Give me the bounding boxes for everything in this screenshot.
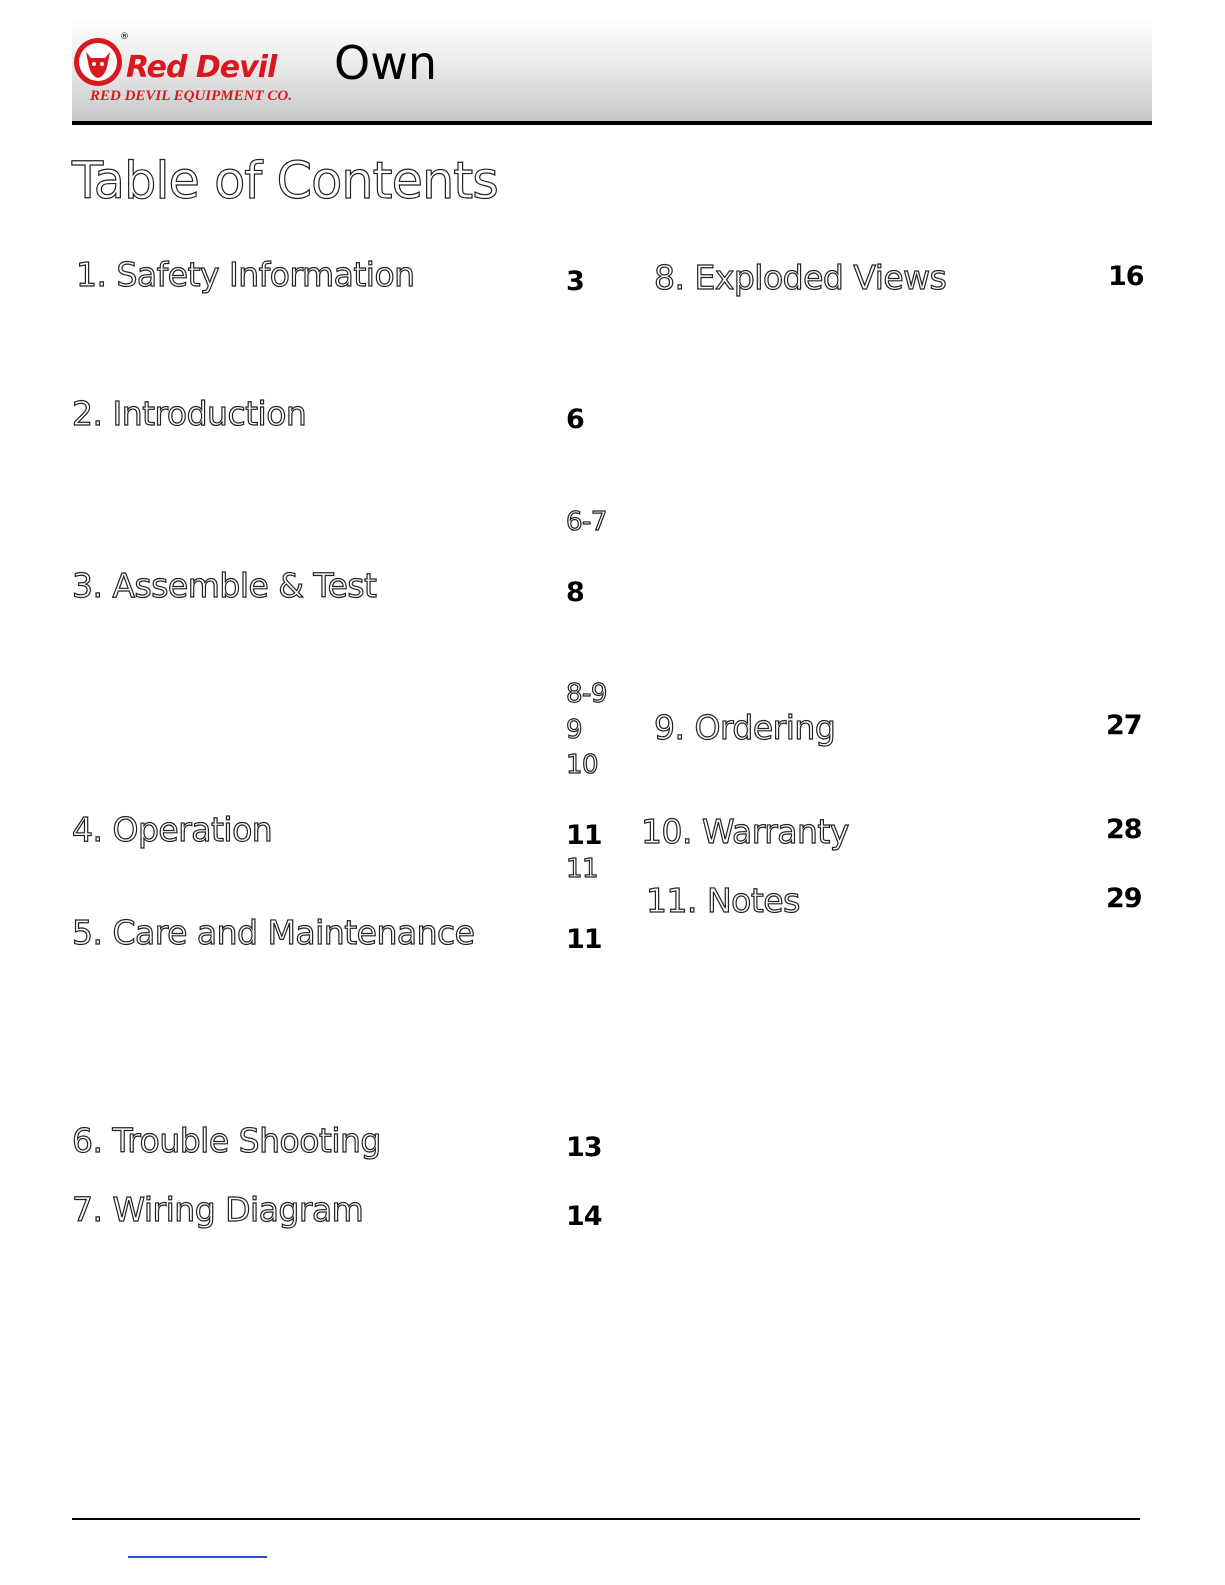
header-title: Own (334, 36, 437, 90)
toc-page-care: 11 (566, 924, 602, 955)
toc-page-operation: 11 (566, 820, 602, 851)
toc-subpage: 9 (566, 715, 583, 745)
header-bar (72, 18, 1152, 125)
toc-page-exploded-views: 16 (1108, 261, 1144, 292)
toc-entry-operation[interactable]: 4. Operation (72, 810, 273, 849)
registered-mark: ® (120, 32, 129, 42)
toc-entry-notes[interactable]: 11. Notes (646, 881, 800, 920)
company-name: RED DEVIL EQUIPMENT CO. (90, 88, 292, 104)
toc-entry-warranty[interactable]: 10. Warranty (641, 812, 849, 851)
toc-entry-ordering[interactable]: 9. Ordering (654, 708, 836, 747)
toc-heading: Table of Contents (72, 152, 498, 211)
toc-entry-safety[interactable]: 1. Safety Information (76, 255, 415, 294)
toc-page-ordering: 27 (1106, 710, 1142, 741)
toc-subpage: 10 (566, 750, 599, 780)
toc-entry-troubleshooting[interactable]: 6. Trouble Shooting (72, 1121, 381, 1160)
footer-link-underline[interactable] (128, 1556, 267, 1558)
toc-page-safety: 3 (566, 266, 584, 297)
toc-subpage: 6-7 (566, 507, 607, 537)
toc-subpage: 11 (566, 854, 599, 884)
toc-entry-introduction[interactable]: 2. Introduction (72, 394, 307, 433)
toc-entry-wiring[interactable]: 7. Wiring Diagram (72, 1190, 364, 1229)
toc-subpage: 8-9 (566, 679, 607, 709)
toc-page-assemble: 8 (566, 577, 584, 608)
devil-logo-icon (72, 36, 124, 88)
toc-entry-assemble[interactable]: 3. Assemble & Test (72, 566, 377, 605)
toc-page-warranty: 28 (1106, 814, 1142, 845)
brand-name: Red Devil (126, 50, 277, 85)
footer-divider (72, 1518, 1140, 1520)
toc-page-introduction: 6 (566, 404, 584, 435)
toc-entry-exploded-views[interactable]: 8. Exploded Views (654, 258, 947, 297)
toc-page-notes: 29 (1106, 883, 1142, 914)
toc-page-troubleshooting: 13 (566, 1132, 602, 1163)
toc-page-wiring: 14 (566, 1201, 602, 1232)
toc-entry-care[interactable]: 5. Care and Maintenance (72, 913, 475, 952)
